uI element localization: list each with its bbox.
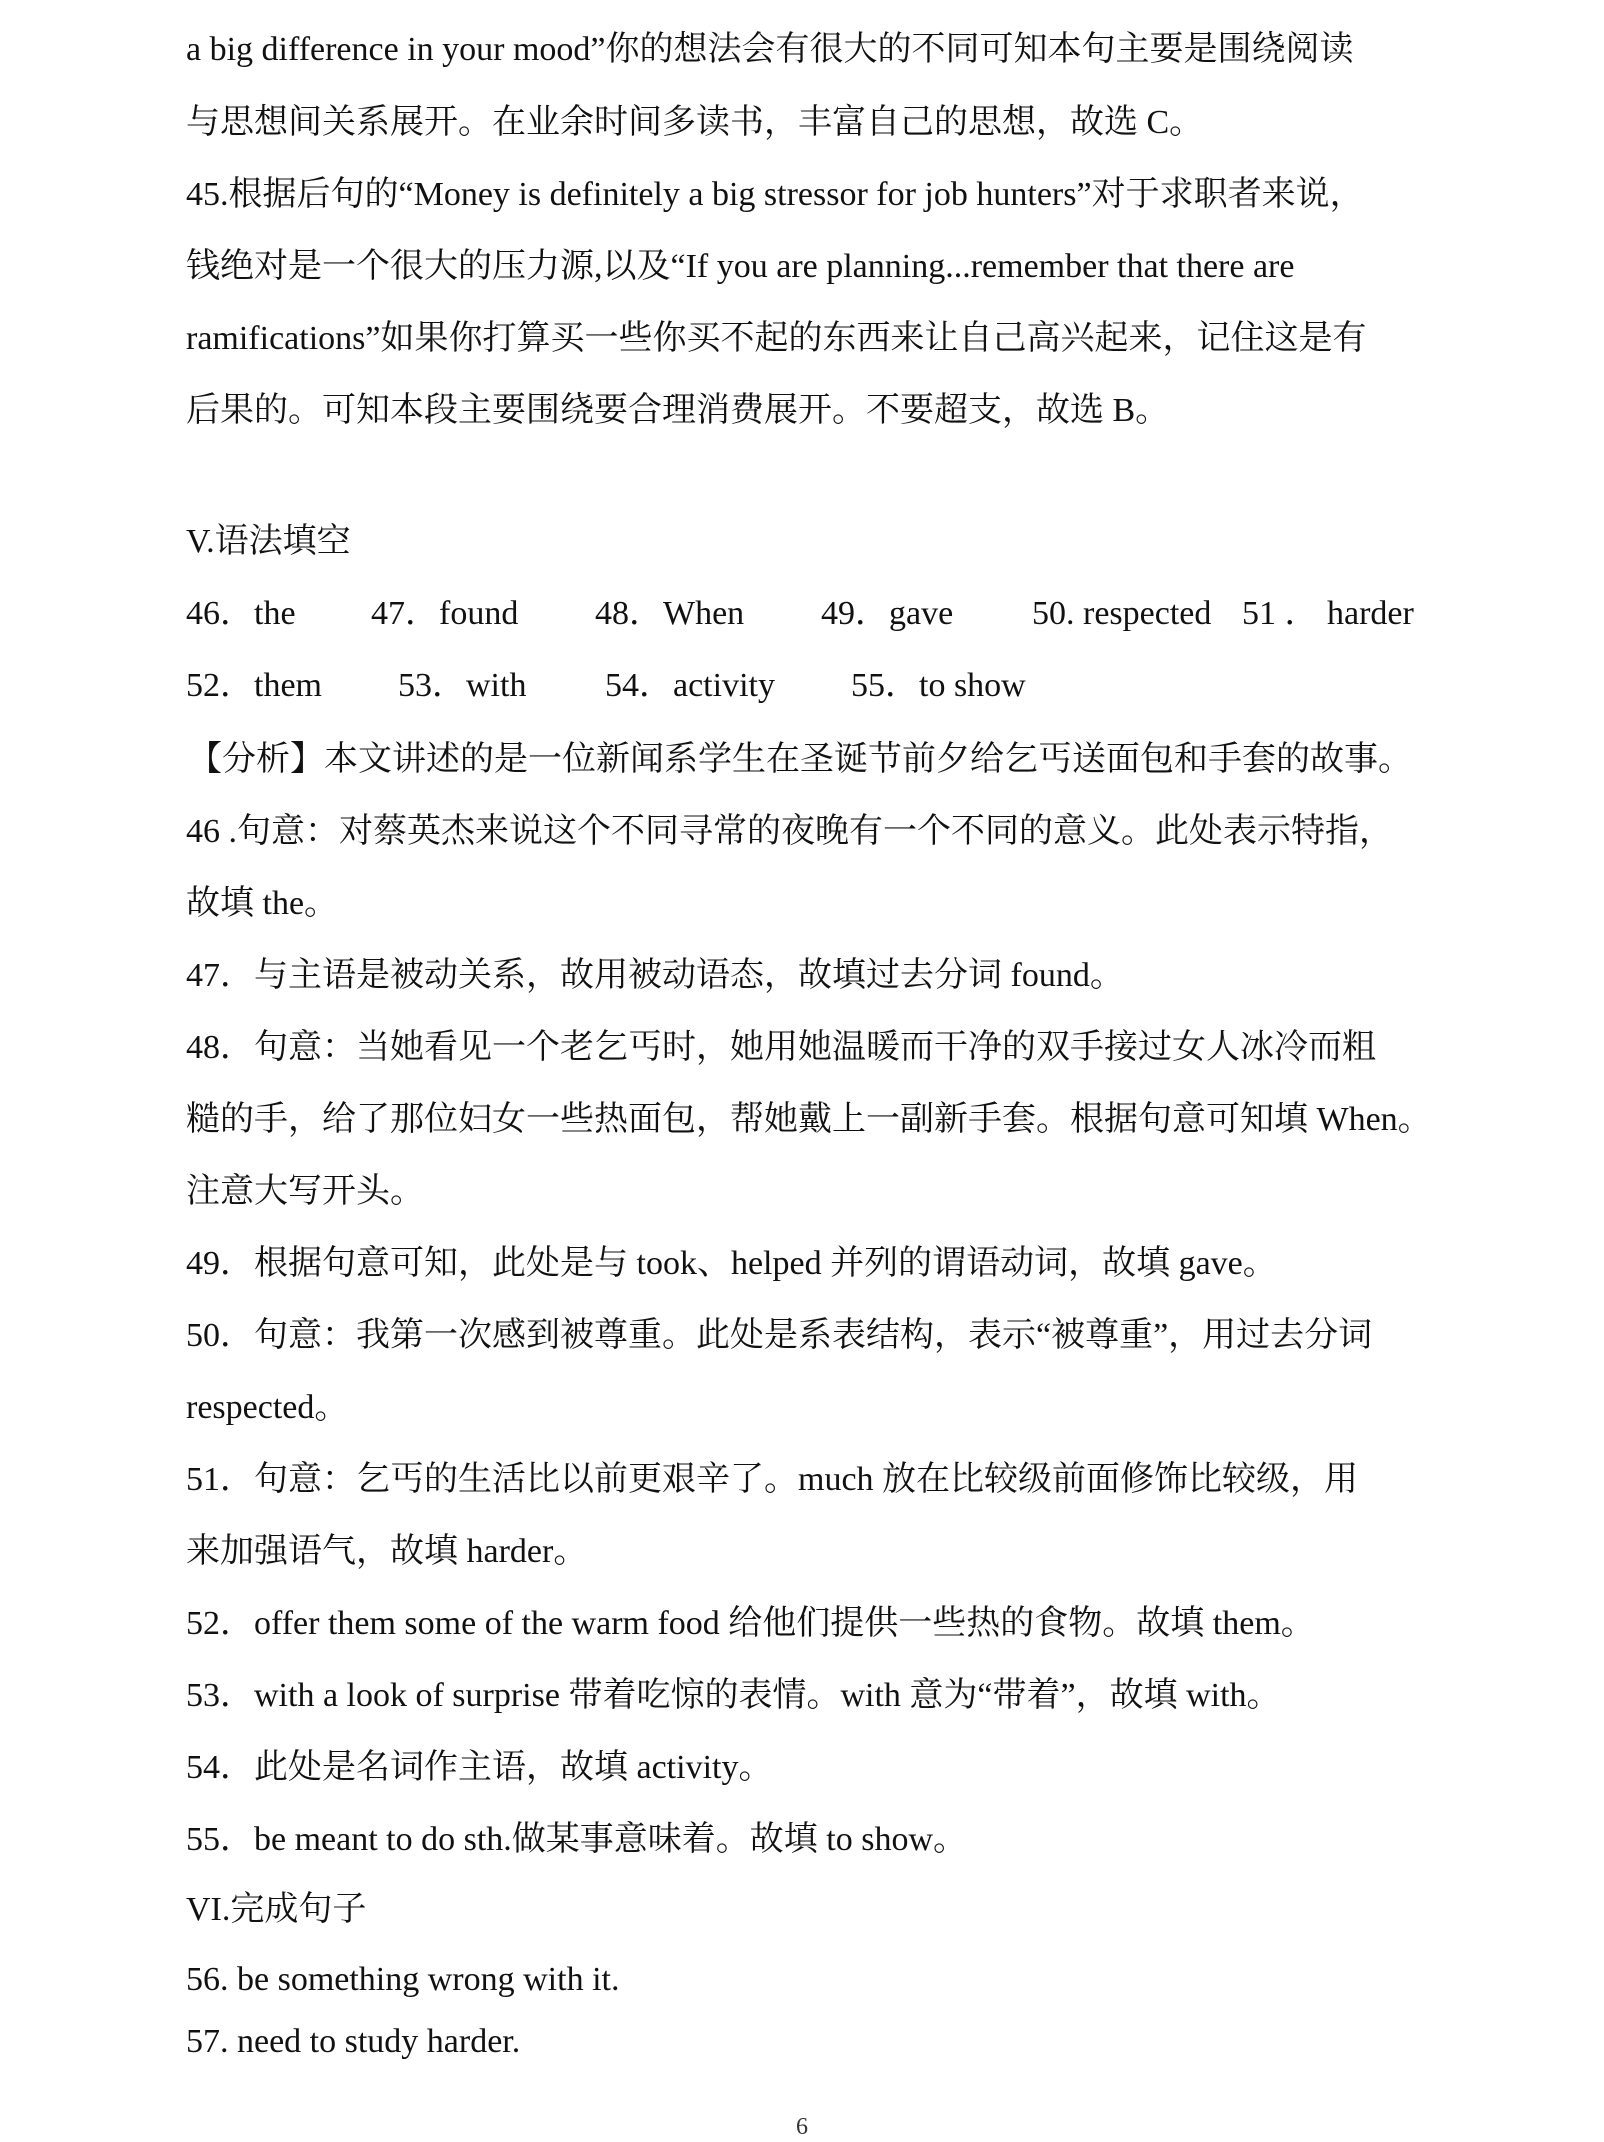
page-number: 6 <box>796 2114 808 2140</box>
text-line: 51．句意：乞丐的生活比以前更艰辛了。much 放在比较级前面修饰比较级，用 <box>186 1461 1359 1498</box>
answer-item: 51 ． harder <box>1242 595 1414 632</box>
text-line: a big difference in your mood”你的想法会有很大的不同可知本句主要是围绕阅读 <box>186 31 1354 68</box>
section-heading: VI.完成句子 <box>186 1891 367 1928</box>
text-line: 50．句意：我第一次感到被尊重。此处是系表结构，表示“被尊重”，用过去分词 <box>186 1317 1373 1354</box>
analysis-line: 【分析】本文讲述的是一位新闻系学生在圣诞节前夕给乞丐送面包和手套的故事。 <box>188 741 1412 778</box>
text-line: 54．此处是名词作主语，故填 activity。 <box>186 1749 773 1786</box>
text-line: ramifications”如果你打算买一些你买不起的东西来让自己高兴起来，记住这是有 <box>186 320 1367 357</box>
answer-item: 52．them <box>186 667 322 704</box>
answer-item: 55．to show <box>851 667 1026 704</box>
text-line: 53．with a look of surprise 带着吃惊的表情。with 意为“带着”，故填 with。 <box>186 1677 1281 1714</box>
text-line: 与思想间关系展开。在业余时间多读书，丰富自己的思想，故选 C。 <box>186 104 1204 141</box>
text-line: 钱绝对是一个很大的压力源,以及“If you are planning...remember that there are <box>186 248 1295 285</box>
text-line: 47．与主语是被动关系，故用被动语态，故填过去分词 found。 <box>186 957 1124 994</box>
list-item: 57. need to study harder. <box>186 2023 521 2060</box>
answer-item: 49．gave <box>821 595 954 632</box>
answer-item: 54．activity <box>605 667 775 704</box>
answer-item: 48．When <box>595 595 745 632</box>
text-line: 49．根据句意可知，此处是与 took、helped 并列的谓语动词，故填 gave。 <box>186 1245 1277 1282</box>
text-line: 45.根据后句的“Money is definitely a big stressor for job hunters”对于求职者来说， <box>186 176 1364 213</box>
answer-item: 53．with <box>398 667 527 704</box>
answer-item: 50. respected <box>1032 595 1212 632</box>
text-line: 48．句意：当她看见一个老乞丐时，她用她温暖而干净的双手接过女人冰冷而粗 <box>186 1029 1376 1066</box>
text-line: respected。 <box>186 1389 349 1426</box>
list-item: 56. be something wrong with it. <box>186 1961 620 1998</box>
text-line: 来加强语气，故填 harder。 <box>186 1533 588 1570</box>
text-line: 糙的手，给了那位妇女一些热面包，帮她戴上一副新手套。根据句意可知填 When。 <box>186 1101 1432 1138</box>
text-line: 注意大写开头。 <box>186 1173 424 1210</box>
text-line: 后果的。可知本段主要围绕要合理消费展开。不要超支，故选 B。 <box>186 392 1170 429</box>
text-line: 52．offer them some of the warm food 给他们提供一些热的食物。故填 them。 <box>186 1605 1315 1642</box>
answer-item: 46．the <box>186 595 296 632</box>
text-line: 55．be meant to do sth.做某事意味着。故填 to show。 <box>186 1821 968 1858</box>
text-line: 故填 the。 <box>186 885 339 922</box>
text-line: 46 .句意：对蔡英杰来说这个不同寻常的夜晚有一个不同的意义。此处表示特指， <box>186 813 1393 850</box>
section-heading: V.语法填空 <box>186 523 351 560</box>
answer-item: 47．found <box>371 595 519 632</box>
